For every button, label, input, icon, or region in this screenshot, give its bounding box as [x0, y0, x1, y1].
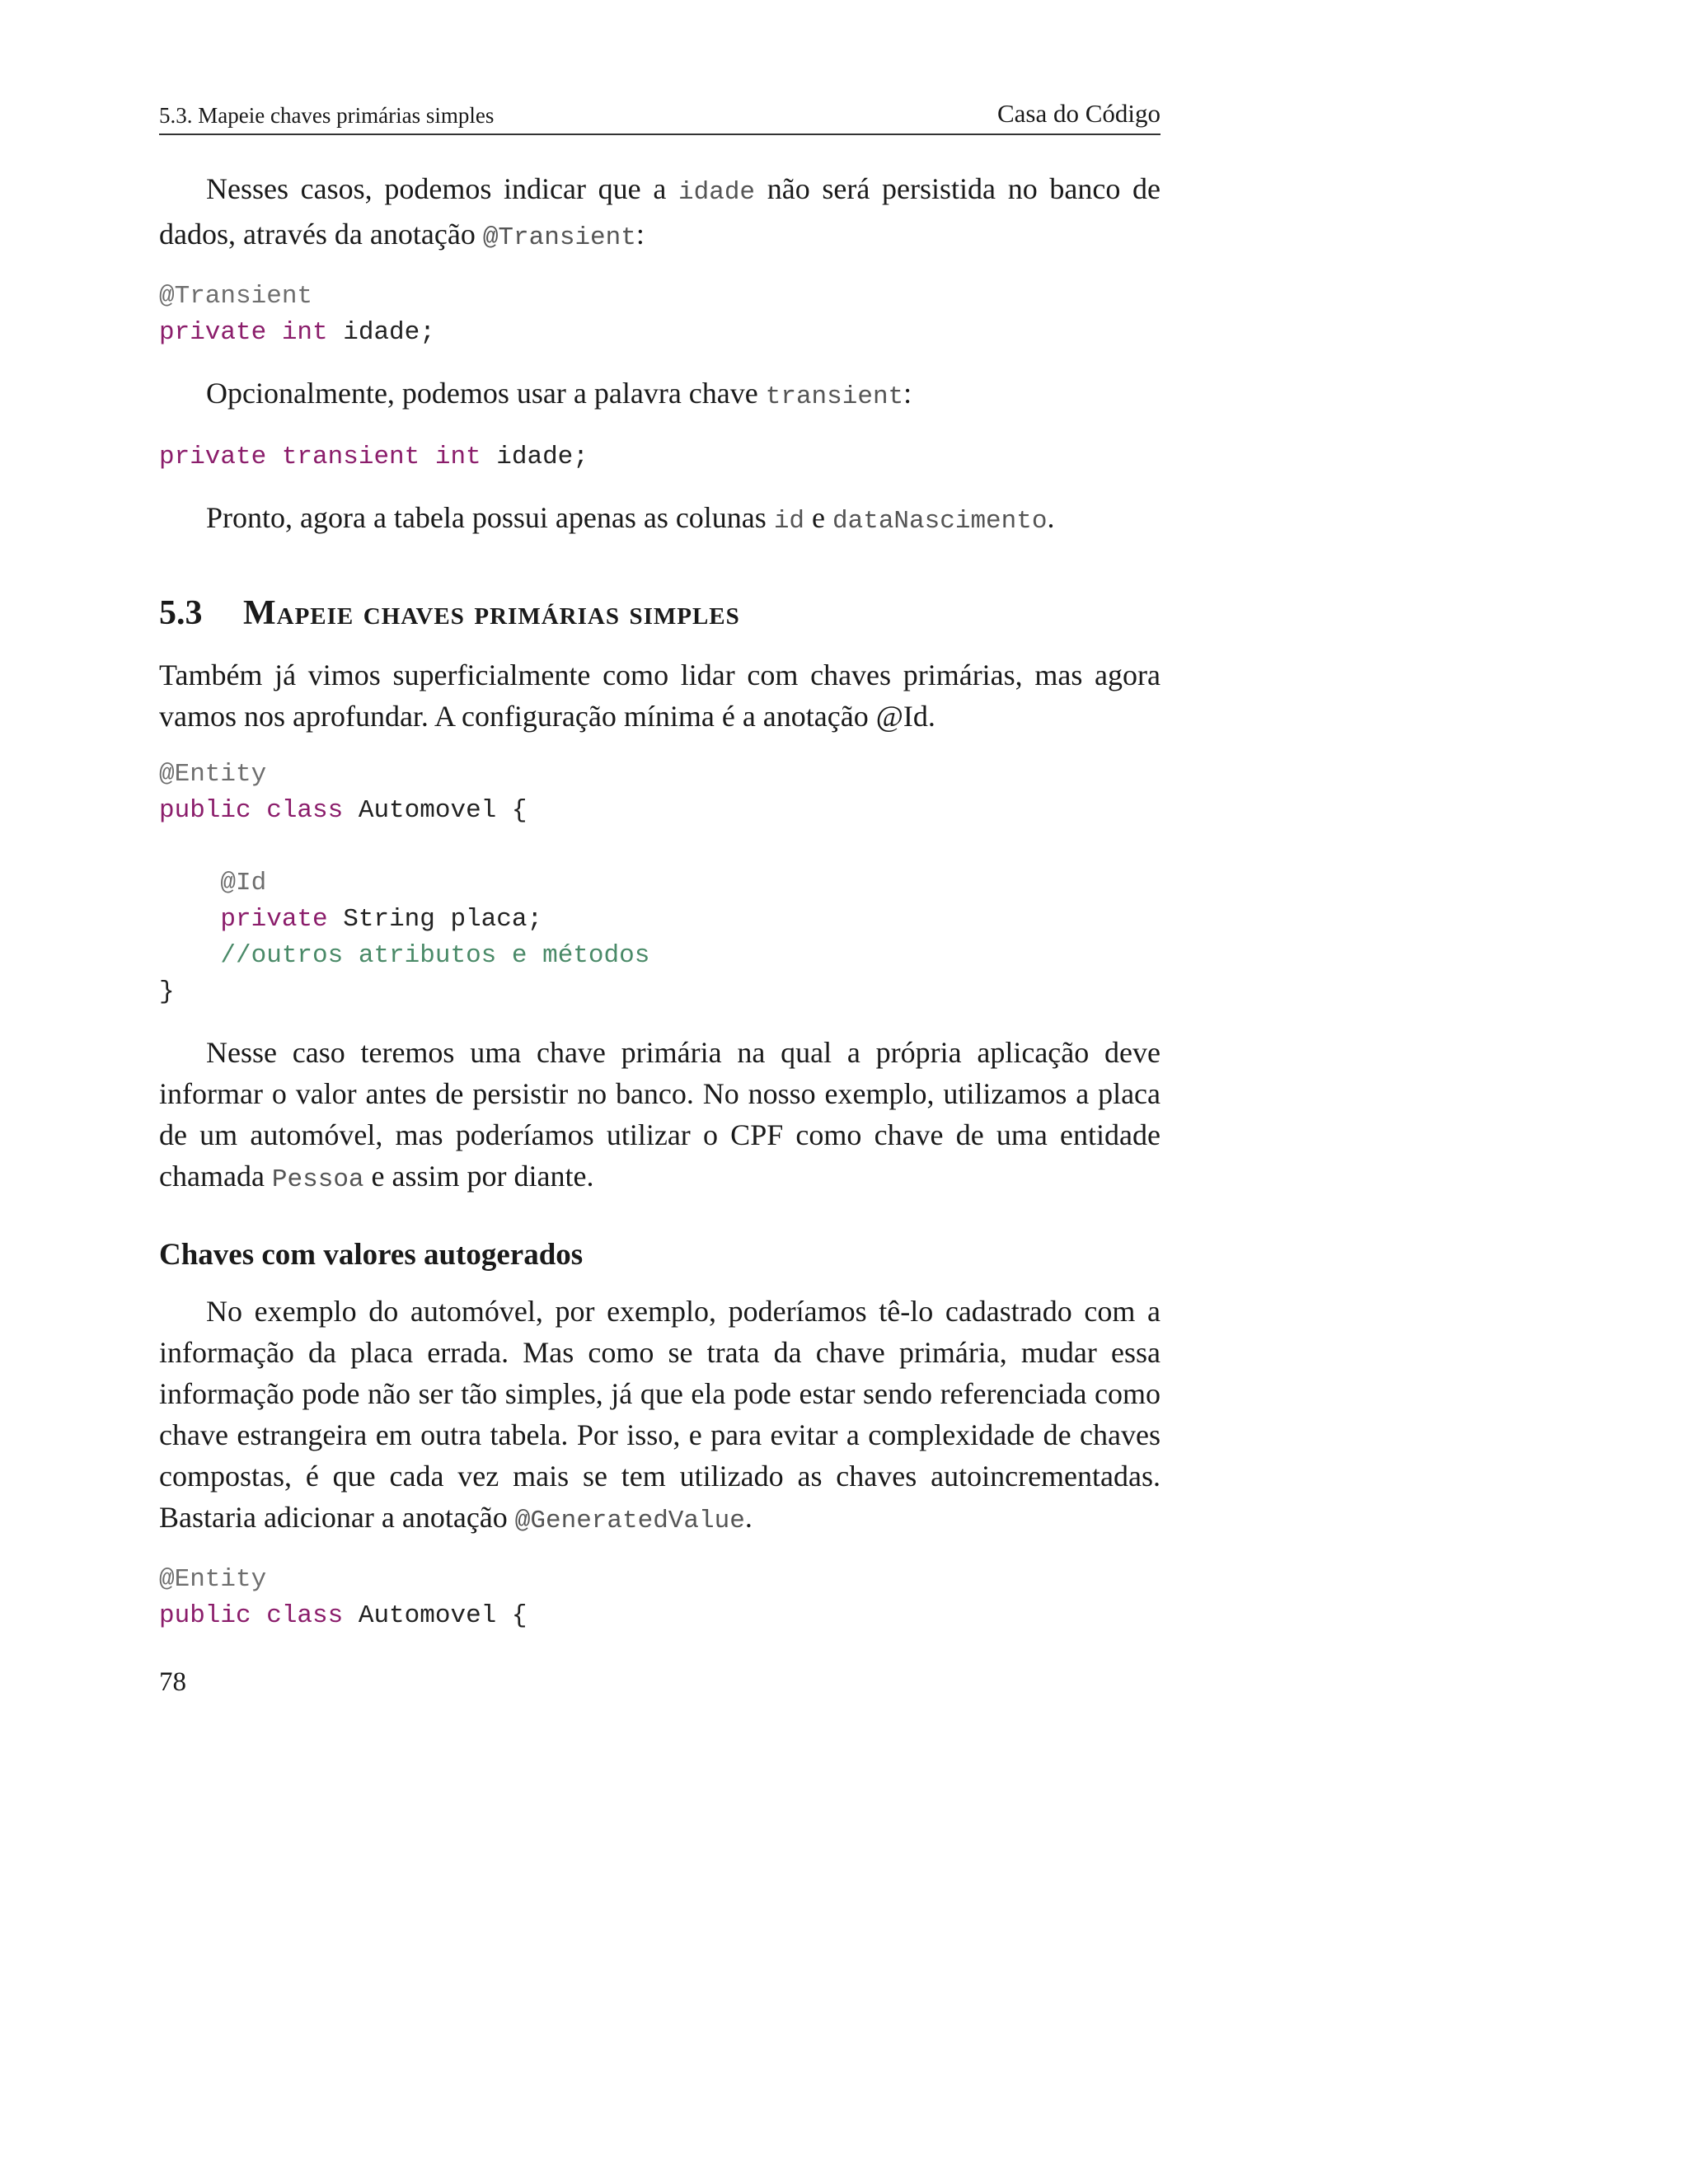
code-block: private transient int idade;: [159, 443, 588, 471]
header-publisher: Casa do Código: [996, 99, 1160, 128]
code-block: @Entity public class Automovel {: [159, 1565, 528, 1630]
running-header: [159, 99, 1160, 135]
page-number: 78: [159, 1667, 186, 1697]
inline-code: @Transient: [482, 223, 636, 252]
paragraph: Opcionalmente, podemos usar a palavra chave transient:: [206, 377, 912, 411]
section-title: Mapeie chaves primárias simples: [243, 594, 740, 632]
inline-code: id: [773, 507, 805, 536]
inline-code: transient: [765, 382, 904, 411]
paragraph: Nesses casos, podemos indicar que a idade não será persistida no banco de dados, através da anotação @Transient:: [159, 172, 1161, 252]
code-block: @Entity public class Automovel { @Id private String placa; //outros atributos e métodos }: [159, 760, 650, 1006]
inline-code: idade: [678, 178, 756, 207]
code-block: @Transient private int idade;: [159, 282, 435, 347]
subsection-heading: Chaves com valores autogerados: [159, 1238, 584, 1272]
section-number: 5.3: [159, 594, 203, 632]
inline-code: @GeneratedValue: [514, 1507, 745, 1535]
paragraph: Pronto, agora a tabela possui apenas as colunas id e dataNascimento.: [206, 501, 1055, 536]
inline-code: dataNascimento: [832, 507, 1048, 536]
page-content: [159, 99, 1160, 1698]
inline-code: Pessoa: [271, 1165, 364, 1194]
paragraph: No exemplo do automóvel, por exemplo, poderíamos tê-lo cadastrado com a informação da placa errada. Mas como se trata da chave primária, mudar essa informação pode não ser tão simples, já que ela pode estar sendo referenciada como chave estrangeira em outra tabela. Por isso, e para evitar a complexidade de chaves compostas, é que cada vez mais se tem utilizado as chaves autoincrementadas. Bastaria adicionar a anotação @GeneratedValue.: [159, 1295, 1160, 1535]
section-heading: [159, 593, 1160, 633]
header-chapter-title: 5.3. Mapeie chaves primárias simples: [159, 103, 495, 128]
paragraph: Nesse caso teremos uma chave primária na qual a própria aplicação deve informar o valor antes de persistir no banco. No nosso exemplo, utilizamos a placa de um automóvel, mas poderíamos utilizar o CPF como chave de uma entidade chamada Pessoa e assim por diante.: [159, 1036, 1160, 1194]
paragraph: Também já vimos superficialmente como lidar com chaves primárias, mas agora vamos nos aprofundar. A configuração mínima é a anotação @Id.: [159, 658, 1160, 733]
